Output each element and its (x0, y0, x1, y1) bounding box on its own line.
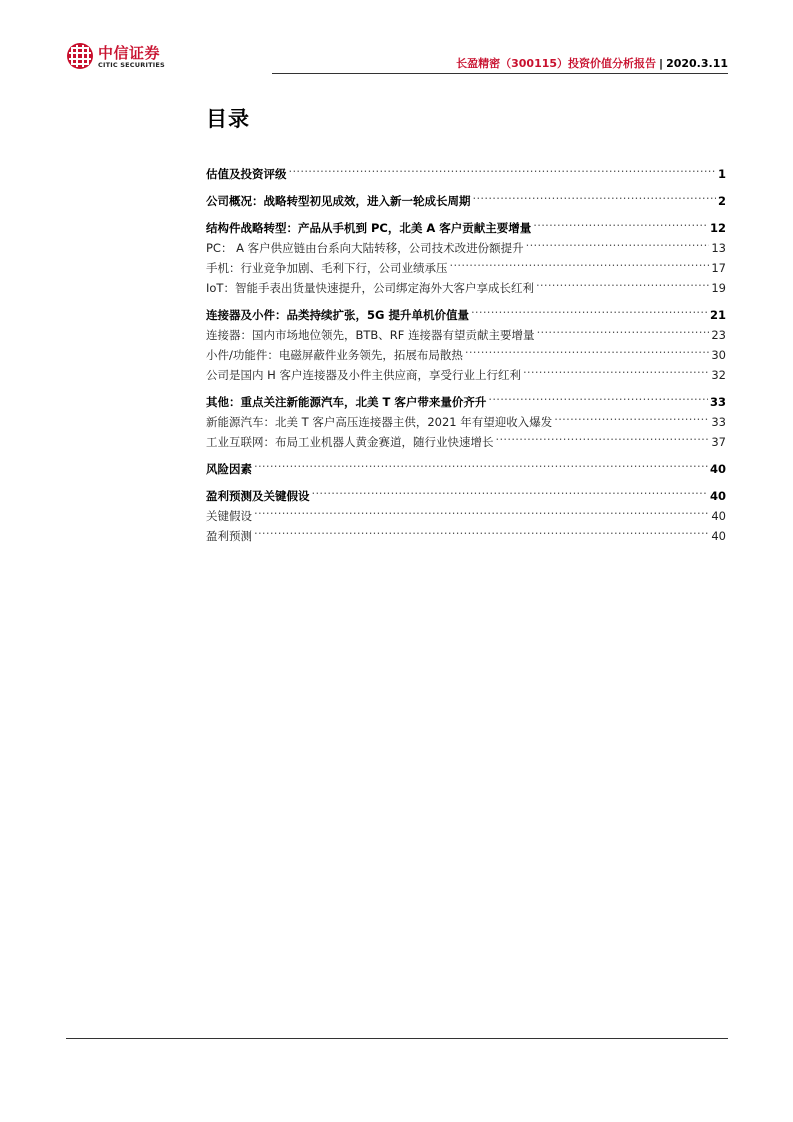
toc-entry-page: 19 (711, 281, 726, 295)
dot-leader (312, 480, 708, 500)
toc-entry-text: 关键假设 (206, 509, 252, 523)
toc-entry-text: 小件/功能件：电磁屏蔽件业务领先，拓展布局散热 (206, 348, 463, 362)
toc-entry-text: 连接器及小件：品类持续扩张，5G 提升单机价值量 (206, 308, 469, 322)
logo-english-name: CITIC SECURITIES (98, 61, 165, 69)
toc-entry[interactable] (206, 500, 726, 523)
header-report-info (456, 55, 728, 71)
toc-entry-page: 2 (717, 194, 726, 208)
dot-leader (471, 299, 708, 319)
toc-entry-page: 1 (717, 167, 726, 181)
toc-entry-text: 盈利预测 (206, 529, 252, 543)
toc-entry-page: 40 (711, 529, 726, 543)
page-header (66, 40, 728, 74)
toc-entry-text: 估值及投资评级 (206, 167, 287, 181)
toc-entry-text: 公司是国内 H 客户连接器及小件主供应商，享受行业上行红利 (206, 368, 521, 382)
toc-entry[interactable] (206, 386, 726, 409)
toc-entry[interactable] (206, 480, 726, 503)
toc-entry-text: 结构件战略转型：产品从手机到 PC，北美 A 客户贡献主要增量 (206, 221, 532, 235)
toc-entry-page: 33 (709, 395, 726, 409)
toc-entry-text: 公司概况：战略转型初见成效，进入新一轮成长周期 (206, 194, 471, 208)
dot-leader (536, 272, 709, 292)
dot-leader (533, 212, 708, 232)
header-divider (272, 73, 728, 74)
dot-leader (289, 158, 716, 178)
toc-entry-page: 32 (711, 368, 726, 382)
toc-entry[interactable] (206, 158, 726, 181)
toc-entry[interactable] (206, 212, 726, 235)
table-of-contents (206, 158, 726, 543)
toc-entry-page: 21 (709, 308, 726, 322)
toc-entry-text: 新能源汽车：北美 T 客户高压连接器主供，2021 年有望迎收入爆发 (206, 415, 553, 429)
dot-leader (526, 232, 710, 252)
dot-leader (554, 406, 709, 426)
toc-entry-text: 工业互联网：布局工业机器人黄金赛道，随行业快速增长 (206, 435, 494, 449)
toc-entry-page: 33 (711, 415, 726, 429)
toc-entry[interactable] (206, 453, 726, 476)
toc-entry-text: 连接器：国内市场地位领先，BTB、RF 连接器有望贡献主要增量 (206, 328, 535, 342)
toc-title: 目录 (206, 107, 250, 131)
dot-leader (450, 252, 710, 272)
dot-leader (496, 426, 710, 446)
dot-leader (254, 500, 709, 520)
toc-entry-text: IoT：智能手表出货量快速提升，公司绑定海外大客户享成长红利 (206, 281, 534, 295)
toc-entry-page: 40 (711, 509, 726, 523)
toc-entry-text: 盈利预测及关键假设 (206, 489, 310, 503)
dot-leader (523, 359, 709, 379)
report-date: 2020.3.11 (666, 57, 728, 70)
dot-leader (473, 185, 716, 205)
toc-entry[interactable] (206, 520, 726, 543)
toc-entry-page: 37 (711, 435, 726, 449)
toc-entry-page: 30 (711, 348, 726, 362)
dot-leader (465, 339, 709, 359)
dot-leader (488, 386, 708, 406)
dot-leader (254, 520, 709, 540)
toc-entry-text: 手机：行业竞争加剧、毛利下行，公司业绩承压 (206, 261, 448, 275)
header-separator: | (659, 57, 664, 70)
toc-entry[interactable] (206, 299, 726, 322)
toc-entry-text: 风险因素 (206, 462, 252, 476)
citic-logo (66, 40, 176, 74)
toc-entry-page: 13 (711, 241, 726, 255)
toc-entry-page: 23 (711, 328, 726, 342)
dot-leader (254, 453, 708, 473)
footer-divider (66, 1038, 728, 1039)
toc-entry[interactable] (206, 185, 726, 208)
toc-entry-page: 12 (709, 221, 726, 235)
toc-entry-page: 17 (711, 261, 726, 275)
toc-entry-text: PC： A 客户供应链由台系向大陆转移，公司技术改进份额提升 (206, 241, 524, 255)
report-title: 长盈精密（300115）投资价值分析报告 (456, 57, 657, 70)
citic-logo-icon (66, 42, 94, 70)
toc-entry-text: 其他：重点关注新能源汽车，北美 T 客户带来量价齐升 (206, 395, 487, 409)
toc-entry-page: 40 (709, 489, 726, 503)
toc-entry-page: 40 (709, 462, 726, 476)
logo-chinese-name: 中信证券 (98, 44, 161, 62)
dot-leader (537, 319, 710, 339)
